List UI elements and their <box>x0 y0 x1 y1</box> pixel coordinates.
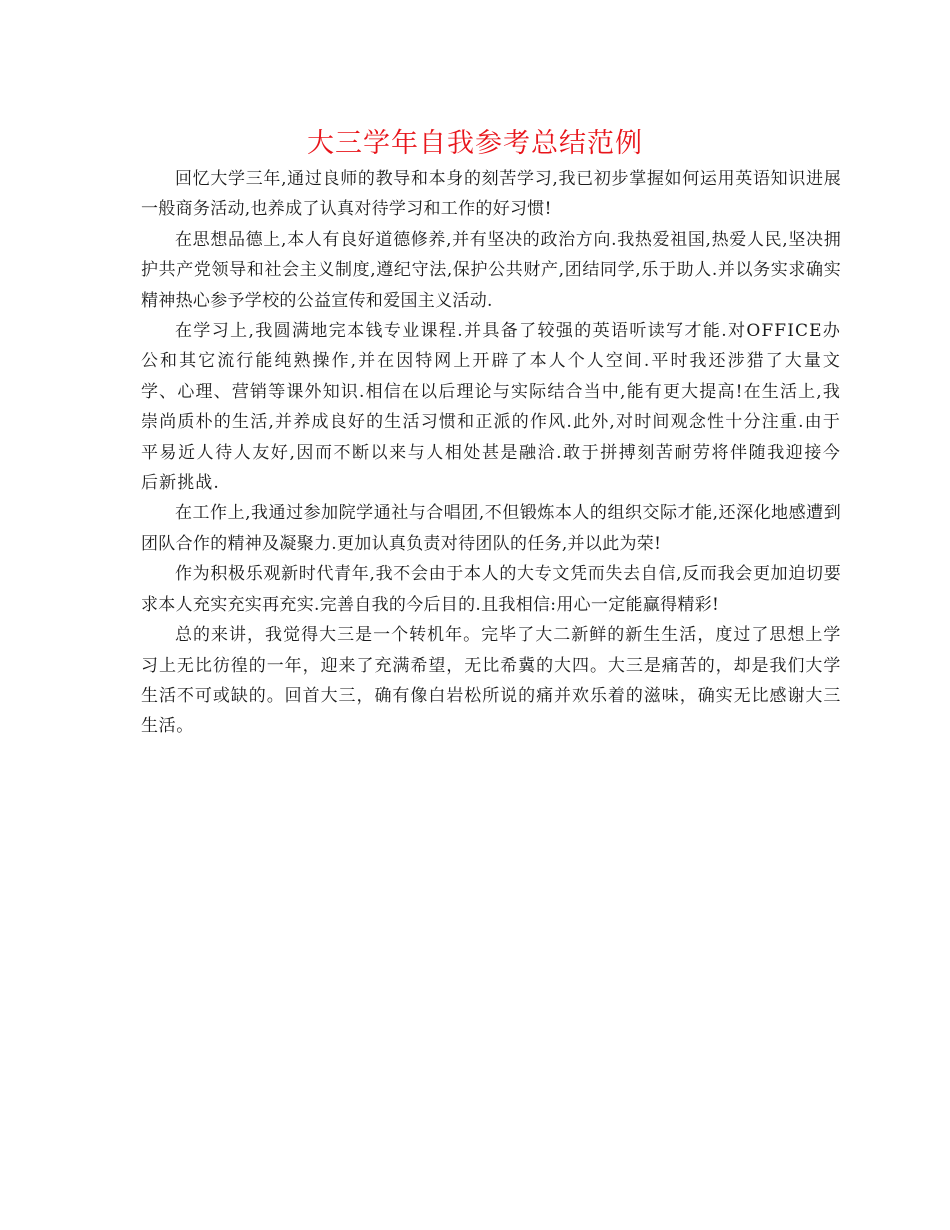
paragraph-work: 在工作上,我通过参加院学通社与合唱团,不但锻炼本人的组织交际才能,还深化地感遭到团队合作的精神及凝聚力.更加认真负责对待团队的任务,并以此为荣! <box>141 503 841 554</box>
paragraph-study-and-life: 在学习上,我圆满地完本钱专业课程.并具备了较强的英语听读写才能.对OFFICE办公和其它流行能纯熟操作,并在因特网上开辟了本人个人空间.平时我还涉猎了大量文学、心理、营销等课外知识.相信在以后理论与实际结合当中,能有更大提高!在生活上,我崇尚质朴的生活,并养成良好的生活习惯和正派的作风.此外,对时间观念性十分注重.由于平易近人待人友好,因而不断以来与人相处甚是融洽.敢于拼搏刻苦耐劳将伴随我迎接今后新挑战. <box>141 321 841 494</box>
document-body <box>141 164 841 742</box>
document-title: 大三学年自我参考总结范例 <box>307 128 643 159</box>
paragraph-moral-character: 在思想品德上,本人有良好道德修养,并有坚决的政治方向.我热爱祖国,热爱人民,坚决拥护共产党领导和社会主义制度,遵纪守法,保护公共财产,团结同学,乐于助人.并以务实求确实精神热心参予学校的公益宣传和爱国主义活动. <box>141 229 841 311</box>
paragraph-confidence: 作为积极乐观新时代青年,我不会由于本人的大专文凭而失去自信,反而我会更加迫切要求本人充实充实再充实.完善自我的今后目的.且我相信:用心一定能赢得精彩! <box>141 564 841 615</box>
paragraph-summary: 总的来讲，我觉得大三是一个转机年。完毕了大二新鲜的新生生活，度过了思想上学习上无比彷徨的一年，迎来了充满希望，无比希冀的大四。大三是痛苦的，却是我们大学生活不可或缺的。回首大三，确有像白岩松所说的痛并欢乐着的滋味，确实无比感谢大三生活。 <box>141 625 841 737</box>
paragraph-intro: 回忆大学三年,通过良师的教导和本身的刻苦学习,我已初步掌握如何运用英语知识进展一般商务活动,也养成了认真对待学习和工作的好习惯! <box>141 169 841 220</box>
